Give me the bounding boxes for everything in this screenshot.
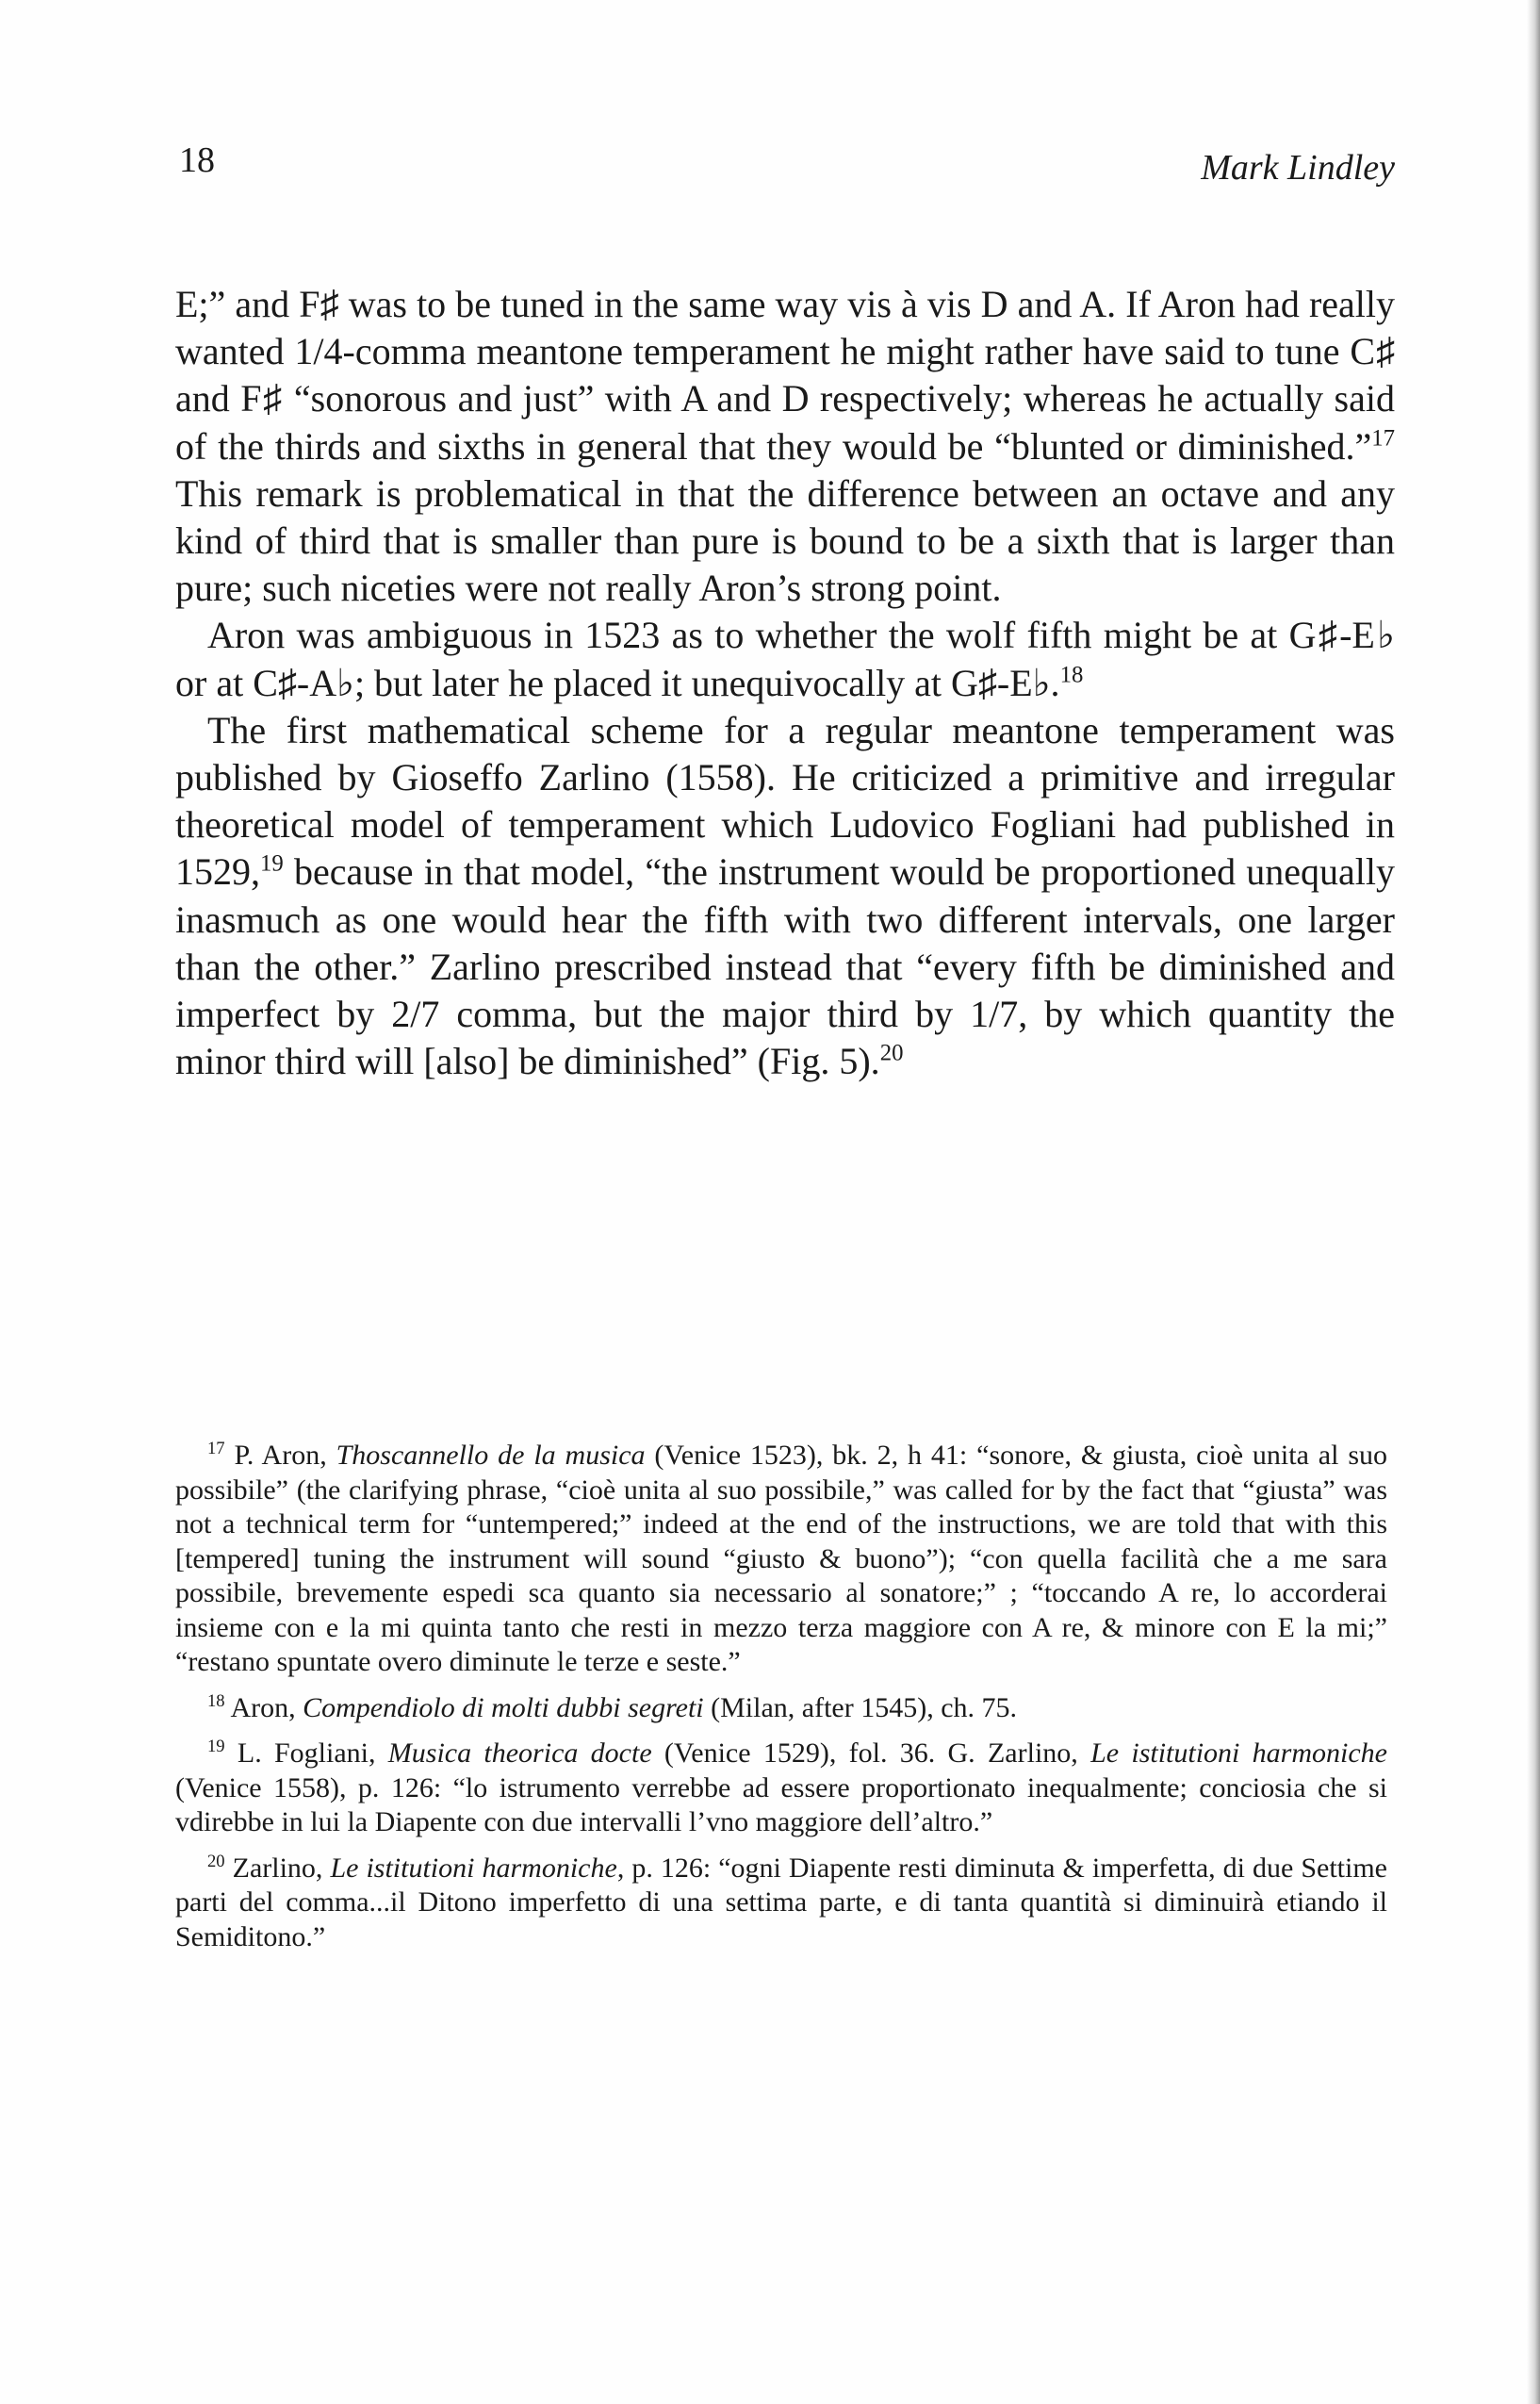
footnote-text: , p. 126: “ogni Diapente resti diminuta & imperfetta, di due Settime parti del comma...il Ditono imperfetto di una settima parte, e di tanta quantità si diminuirà etiando il Semiditono.” <box>175 1852 1387 1952</box>
footnote-number: 19 <box>207 1737 225 1756</box>
paragraph-text: The first mathematical scheme for a regular meantone temperament was published by Gioseffo Zarlino (1558). He criticized a primitive and irregular theoretical model of temperament which Ludovico Fogliani had published in 1529, <box>175 708 1395 894</box>
footnote-text: (Venice 1558), p. 126: “lo istrumento verrebbe ad essere proportionato inequalmente; conciosia che si vdirebbe in lui la Diapente con due intervalli l’vno maggiore dell’altro.” <box>175 1771 1387 1837</box>
footnote-ref-17: 17 <box>1371 425 1395 452</box>
paragraph-3 <box>175 707 1395 1086</box>
footnote-text: L. Fogliani, <box>224 1737 388 1769</box>
footnote-17 <box>175 1439 1387 1680</box>
paragraph-text: This remark is problematical in that the difference between an octave and any kind of third that is smaller than pure is bound to be a sixth that is larger than pure; such niceties were not really Aron’s strong point. <box>175 471 1395 610</box>
footnote-title: Compendiolo di molti dubbi segreti <box>303 1691 704 1723</box>
footnote-number: 17 <box>207 1439 225 1458</box>
page-edge-shadow <box>1527 0 1540 2404</box>
footnote-number: 20 <box>207 1851 225 1871</box>
paragraph-1 <box>175 281 1395 612</box>
footnote-19 <box>175 1737 1387 1840</box>
page-number: 18 <box>179 140 215 180</box>
footnote-text: (Venice 1523), bk. 2, h 41: “sonore, & giusta, cioè unita al suo possibile” (the clarifying phrase, “cioè unita al suo possibile,” was called for by the fact that “giusta” was not a technical term for “untempered;” indeed at the end of the instructions, we are told that with this [tempered] tuning the instrument will sound “giusto & buono”); “con quella facilità che a me sara possibile, brevemente espedi sca quanto sia necessario al sonatore;” ; “toccando A re, lo accorderai insieme con e la mi quinta tanto che resti in mezzo terza maggiore con A re, & minore con E la mi;” “restano spuntate overo diminute le terze e seste.” <box>175 1440 1387 1677</box>
footnote-18 <box>175 1691 1387 1726</box>
running-title: Mark Lindley <box>1201 148 1395 188</box>
footnote-ref-19: 19 <box>260 851 284 878</box>
main-text <box>175 281 1395 1085</box>
footnote-title: Musica theorica docte <box>387 1737 652 1769</box>
footnote-number: 18 <box>207 1690 225 1711</box>
paragraph-text: E;” and F♯ was to be tuned in the same way vis à vis D and A. If Aron had really wanted 1/4-comma meantone temperament he might rather have said to tune C♯ and F♯ “sonorous and just” with A and D respectively; whereas he actually said of the thirds and sixths in general that they would be “blunted or diminished.” <box>175 283 1395 468</box>
paragraph-2 <box>175 612 1395 706</box>
footnote-title: Le istitutioni harmoniche <box>330 1852 617 1884</box>
footnote-text: (Milan, after 1545), ch. 75. <box>703 1691 1018 1723</box>
footnote-20 <box>175 1852 1387 1955</box>
footnote-title: Thoscannello de la musica <box>336 1440 646 1471</box>
footnote-ref-20: 20 <box>879 1040 904 1066</box>
paragraph-text: Aron was ambiguous in 1523 as to whether the wolf fifth might be at G♯-E♭ or at C♯-A♭; but later he placed it unequivocally at G♯-E♭. <box>175 614 1395 704</box>
footnote-text: Zarlino, <box>224 1852 331 1884</box>
footnote-text: Aron, <box>224 1691 303 1723</box>
footnote-title: Le istitutioni harmoniche <box>1090 1737 1387 1769</box>
footnote-text: P. Aron, <box>224 1440 336 1471</box>
footnote-ref-18: 18 <box>1059 662 1084 688</box>
footnote-text: (Venice 1529), fol. 36. G. Zarlino, <box>651 1737 1091 1769</box>
paragraph-text: because in that model, “the instrument would be proportioned unequally inasmuch as one would hear the fifth with two different intervals, one larger than the other.” Zarlino prescribed instead that “every fifth be diminished and imperfect by 2/7 comma, but the major third by 1/7, by which quantity the minor third will [also] be diminished” (Fig. 5). <box>175 850 1395 1083</box>
footnotes <box>175 1439 1387 1966</box>
